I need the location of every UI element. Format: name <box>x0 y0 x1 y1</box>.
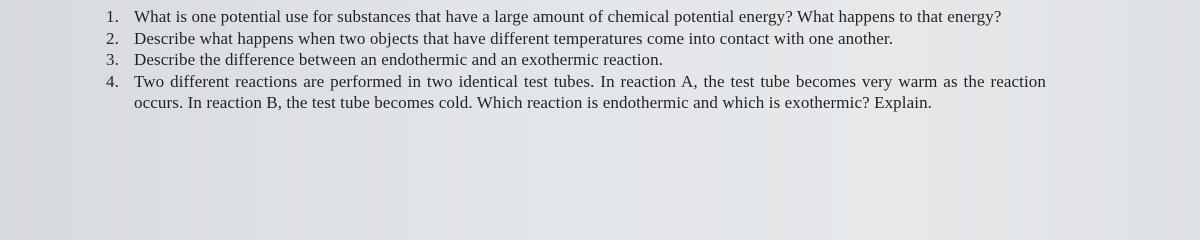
question-item-4 <box>106 71 1066 114</box>
question-text: Describe the difference between an endothermic and an exothermic reaction. <box>134 50 664 69</box>
question-number: 2. <box>106 28 119 48</box>
question-number: 1. <box>106 7 119 26</box>
question-list <box>106 6 1066 114</box>
question-item-3 <box>106 49 1066 71</box>
question-item-2 <box>106 28 1066 50</box>
question-text: What is one potential use for substances that have a large amount of chemical potential energy? What happens to that energy? <box>134 7 1002 26</box>
question-number: 3. <box>106 50 119 69</box>
question-text: Two different reactions are performed in two identical test tubes. In reaction A, the test tube becomes very warm as the reaction occurs. In reaction B, the test tube becomes cold. Which reaction is endothermic and which is exothermic? Explain. <box>134 71 1046 112</box>
question-item-1 <box>106 6 1066 28</box>
question-number: 4. <box>106 71 119 91</box>
question-text: Describe what happens when two objects that have different temperatures come into contact with one another. <box>134 28 894 48</box>
